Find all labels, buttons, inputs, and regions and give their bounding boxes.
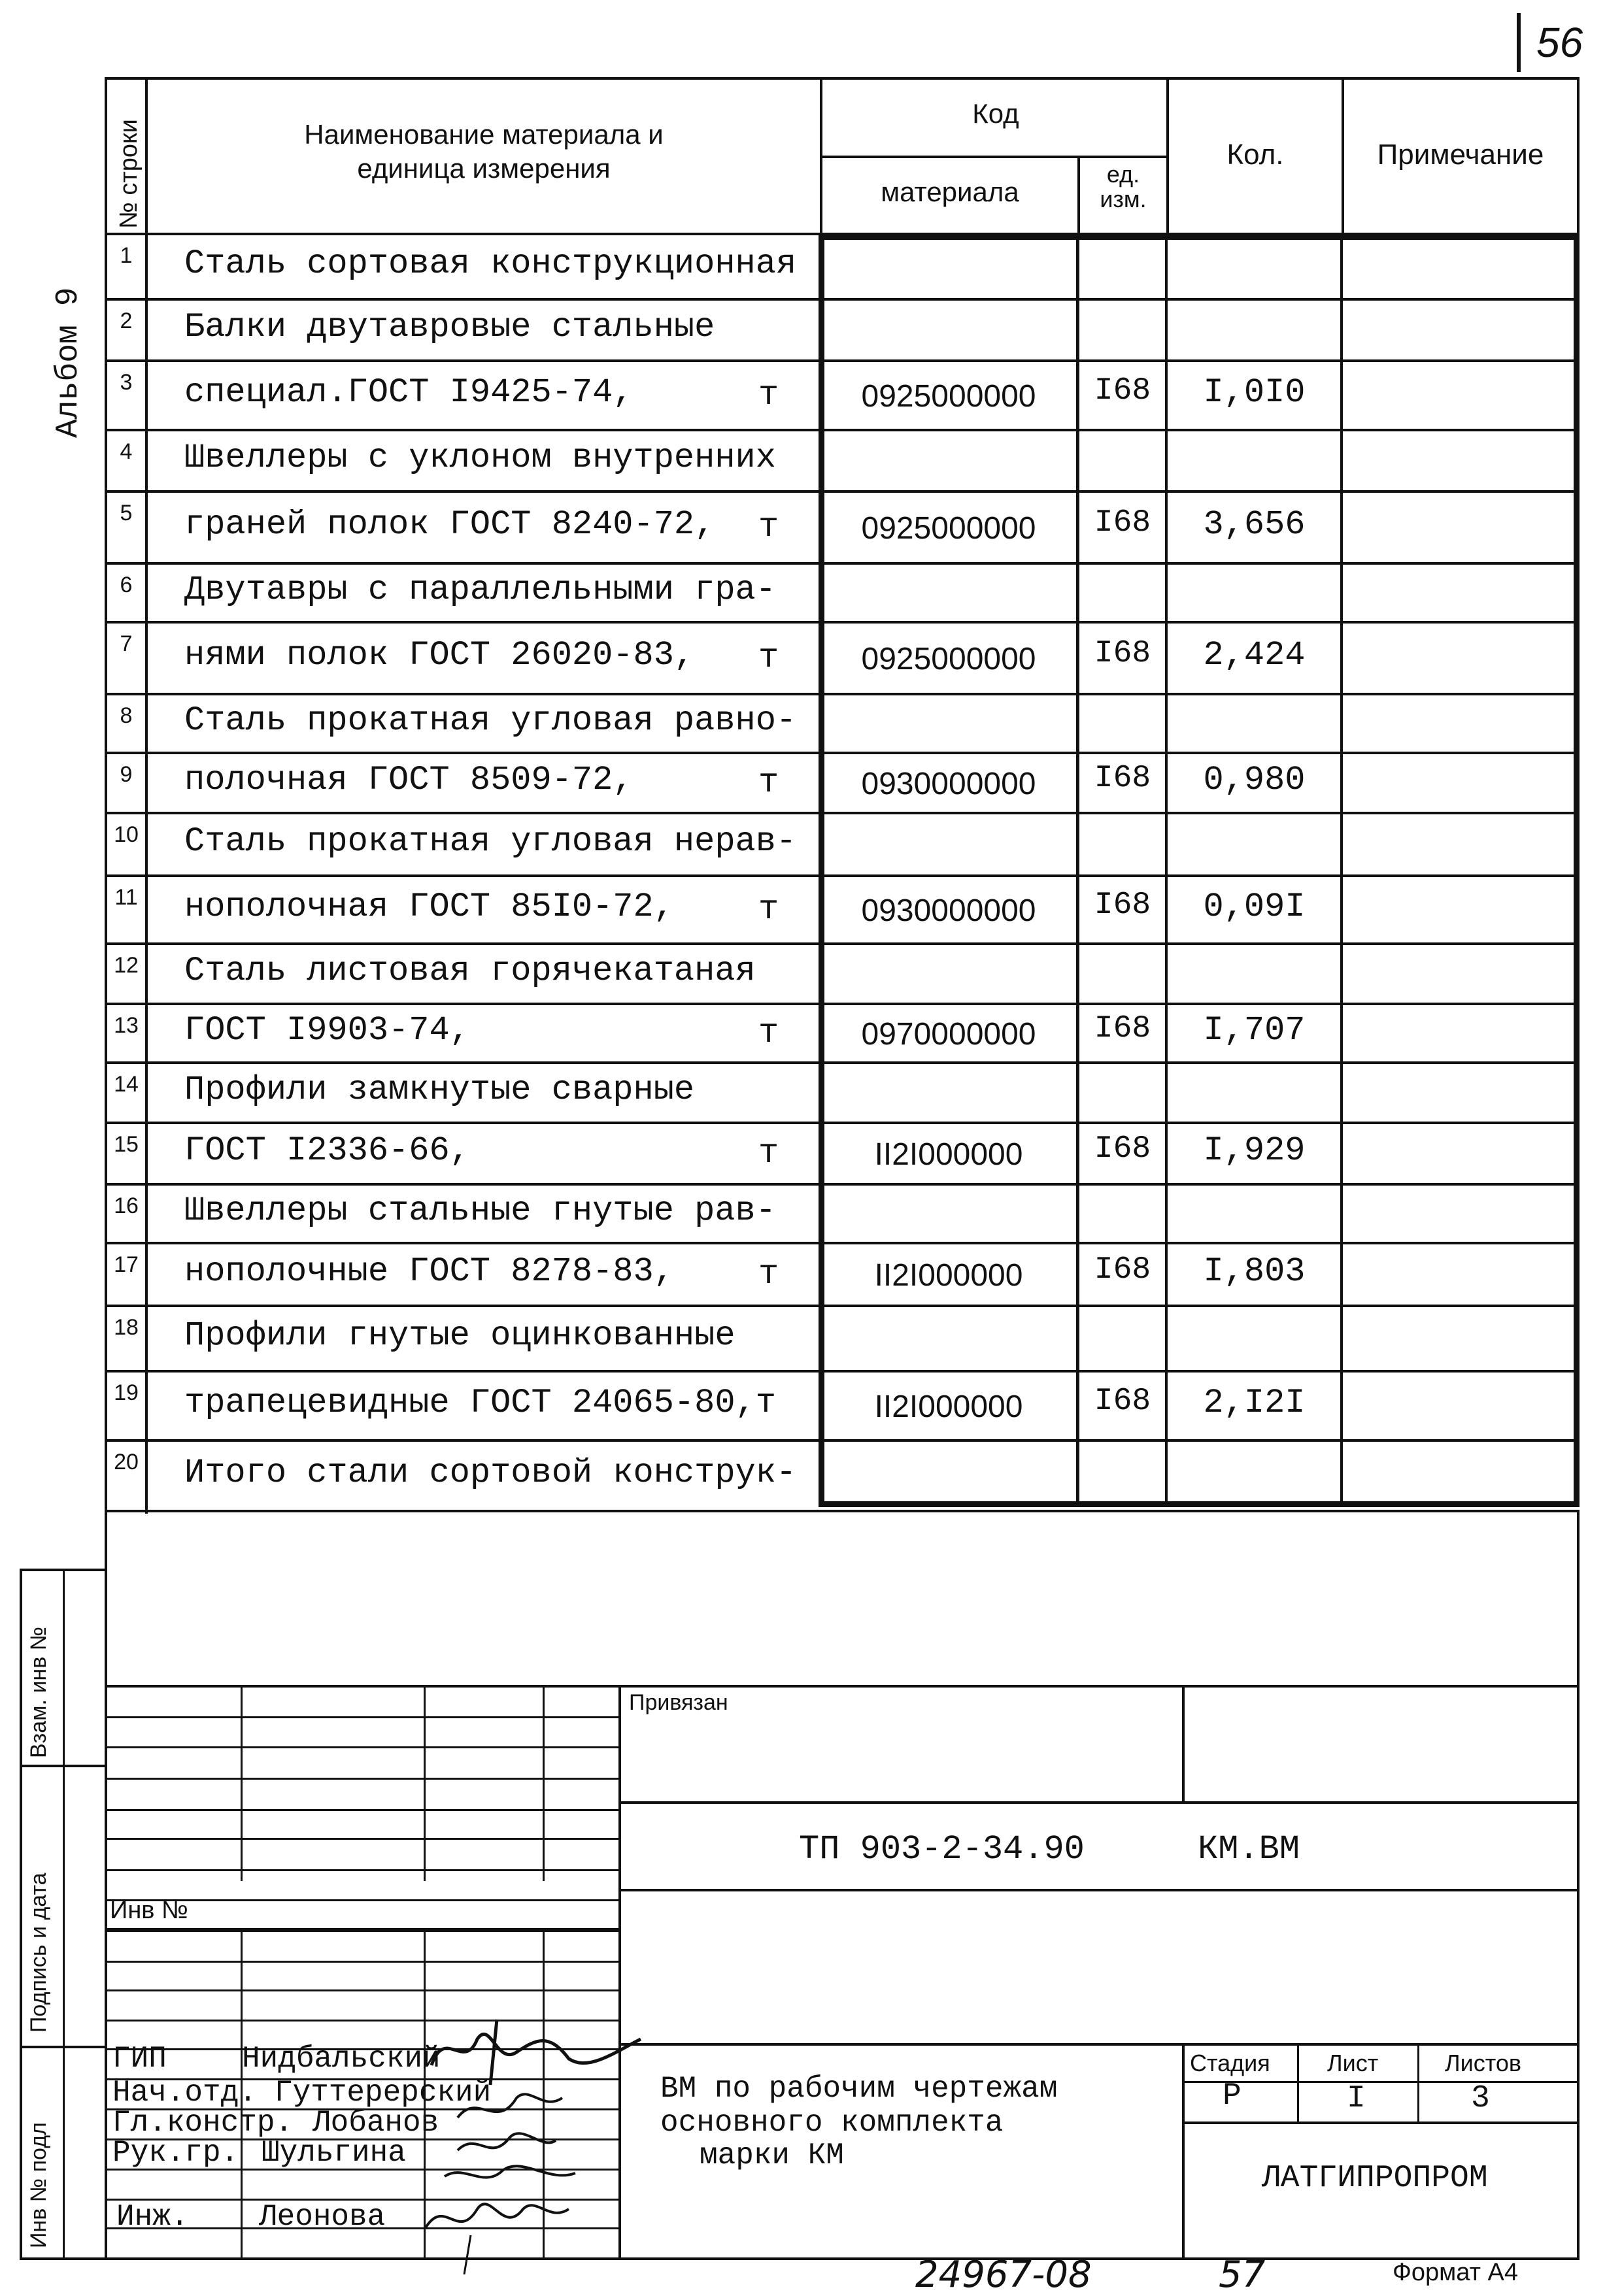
title-line2: основного комплекта — [660, 2106, 1004, 2140]
row-material-code: II2I000000 — [874, 1258, 1023, 1293]
row-unit: т — [758, 763, 779, 802]
row-number: 17 — [114, 1252, 139, 1277]
signer-name-0: Нидбальский — [242, 2042, 441, 2076]
handwritten-signatures — [418, 2013, 667, 2274]
row-divider — [105, 693, 1580, 695]
row-unit: т — [758, 1255, 779, 1293]
row-material-code: 0925000000 — [861, 511, 1036, 546]
row-number: 8 — [120, 703, 133, 728]
signature-date-label: Подпись и дата — [26, 1872, 51, 2033]
row-divider — [105, 1003, 1580, 1005]
page-number: 56 — [1536, 19, 1583, 66]
row-number-header: № строки — [115, 119, 143, 229]
signer-role-2: Гл.констр. — [112, 2106, 294, 2140]
row-material-code: 0970000000 — [861, 1017, 1036, 1052]
row-number: 10 — [114, 822, 139, 847]
row-description: полочная ГОСТ 8509-72, — [184, 761, 634, 799]
row-description: Сталь прокатная угловая равно- — [184, 701, 797, 740]
sheet-value: I — [1347, 2081, 1366, 2116]
row-number: 20 — [114, 1450, 139, 1474]
row-divider — [105, 1122, 1580, 1124]
unit-header-line2: изм. — [1100, 186, 1147, 212]
row-number: 6 — [120, 573, 133, 597]
row-divider — [105, 490, 1580, 493]
row-number: 3 — [120, 370, 133, 395]
unit-header-line1: ед. — [1106, 161, 1140, 188]
row-material-code: II2I000000 — [874, 1389, 1023, 1424]
row-quantity: I,929 — [1203, 1131, 1306, 1170]
row-description: Сталь листовая горячекатаная — [184, 952, 756, 990]
row-divider — [105, 1242, 1580, 1244]
row-quantity: I,0I0 — [1203, 373, 1306, 412]
row-description: Итого стали сортовой конструк- — [184, 1454, 797, 1492]
row-divider — [105, 1439, 1580, 1442]
row-description: Балки двутавровые стальные — [184, 308, 715, 346]
row-unit: т — [758, 1134, 779, 1173]
sheets-label: Листов — [1445, 2050, 1521, 2076]
row-divider — [105, 429, 1580, 431]
page-number-handwritten: 57 — [1219, 2254, 1266, 2296]
row-unit: т — [758, 376, 779, 414]
album-label: Альбом 9 — [51, 287, 86, 438]
row-unit: т — [758, 639, 779, 677]
signer-name-2: Лобанов — [313, 2106, 439, 2140]
row-number: 11 — [114, 885, 138, 910]
row-number: 19 — [114, 1380, 139, 1405]
row-description: Сталь прокатная угловая нерав- — [184, 822, 797, 861]
row-description: Двутавры с параллельными гра- — [184, 571, 776, 609]
row-divider — [105, 942, 1580, 945]
stage-label: Стадия — [1190, 2050, 1270, 2076]
row-unit-code: I68 — [1094, 373, 1151, 408]
row-description: Швеллеры с уклоном внутренних — [184, 439, 776, 477]
row-material-code: II2I000000 — [874, 1137, 1023, 1172]
row-description: ГОСТ I9903-74, — [184, 1011, 470, 1050]
row-description: нями полок ГОСТ 26020-83, — [184, 636, 695, 674]
row-material-code: 0925000000 — [861, 379, 1036, 414]
title-line1: ВМ по рабочим чертежам — [660, 2072, 1058, 2106]
row-description: нополочная ГОСТ 85I0-72, — [184, 888, 674, 926]
row-number: 5 — [120, 501, 133, 525]
row-divider — [105, 1183, 1580, 1186]
title-line3: марки КМ — [700, 2138, 844, 2172]
inv-no-label: Инв № — [110, 1897, 188, 1924]
row-quantity: 3,656 — [1203, 505, 1306, 544]
row-unit-code: I68 — [1094, 1131, 1151, 1167]
row-number: 12 — [114, 953, 139, 978]
row-description: Профили замкнутые сварные — [184, 1071, 695, 1109]
row-description: граней полок ГОСТ 8240-72, — [184, 505, 715, 544]
name-header-line2: единица измерения — [357, 153, 611, 184]
signer-name-4: Леонова — [259, 2200, 386, 2234]
row-description: Сталь сортовая конструкционная — [184, 244, 797, 283]
row-number: 1 — [120, 243, 133, 268]
row-unit-code: I68 — [1094, 888, 1151, 923]
row-description: нополочные ГОСТ 8278-83, — [184, 1252, 674, 1291]
row-divider — [105, 1061, 1580, 1064]
row-divider — [105, 562, 1580, 565]
sheet-label: Лист — [1327, 2050, 1379, 2076]
row-quantity: 2,424 — [1203, 636, 1306, 674]
row-number: 15 — [114, 1132, 139, 1157]
name-header-line1: Наименование материала и — [304, 119, 664, 150]
privyazan-label: Привязан — [629, 1690, 728, 1715]
row-description: ГОСТ I2336-66, — [184, 1131, 470, 1170]
signer-name-1: Гуттерерский — [275, 2076, 492, 2110]
row-description: Профили гнутые оцинкованные — [184, 1316, 735, 1355]
row-number: 2 — [120, 308, 133, 333]
row-unit: т — [758, 890, 779, 929]
row-unit-code: I68 — [1094, 1011, 1151, 1046]
signer-role-0: ГИП — [112, 2042, 167, 2076]
note-header: Примечание — [1377, 139, 1544, 171]
doc-code: ТП 903-2-34.90 — [799, 1830, 1085, 1869]
row-divider — [105, 752, 1580, 754]
sheets-value: 3 — [1471, 2081, 1490, 2116]
row-quantity: I,707 — [1203, 1011, 1306, 1050]
row-description: Швеллеры стальные гнутые рав- — [184, 1191, 776, 1230]
organization: ЛАТГИПРОПРОМ — [1262, 2161, 1488, 2196]
row-material-code: 0930000000 — [861, 893, 1036, 928]
row-divider — [105, 1510, 1580, 1512]
row-number: 9 — [120, 762, 133, 787]
row-quantity: 0,980 — [1203, 761, 1306, 799]
row-unit-code: I68 — [1094, 1384, 1151, 1419]
row-divider — [105, 298, 1580, 301]
row-divider — [105, 359, 1580, 362]
row-number: 16 — [114, 1193, 139, 1218]
signer-role-3: Рук.гр. — [112, 2136, 239, 2170]
format-label: Формат А4 — [1393, 2259, 1519, 2286]
row-quantity: I,803 — [1203, 1252, 1306, 1291]
code-qty-block — [819, 234, 1580, 1507]
row-unit-code: I68 — [1094, 636, 1151, 671]
row-material-code: 0925000000 — [861, 642, 1036, 676]
row-divider — [105, 874, 1580, 877]
vzam-inv-label: Взам. инв № — [26, 1626, 51, 1758]
stage-value: Р — [1223, 2078, 1242, 2114]
row-number: 14 — [114, 1072, 139, 1097]
row-unit: т — [758, 1014, 779, 1052]
signer-name-3: Шульгина — [262, 2136, 406, 2170]
row-quantity: 2,I2I — [1203, 1384, 1306, 1422]
row-unit-code: I68 — [1094, 505, 1151, 541]
inv-podl-label: Инв № подл — [26, 2122, 51, 2248]
row-unit-code: I68 — [1094, 761, 1151, 796]
inv-number-handwritten: 24967-08 — [915, 2254, 1092, 2296]
row-divider — [105, 1305, 1580, 1307]
row-material-code: 0930000000 — [861, 767, 1036, 801]
code-header: Код — [972, 98, 1019, 129]
signer-role-1: Нач.отд. — [112, 2076, 257, 2110]
row-description: специал.ГОСТ I9425-74, — [184, 373, 634, 412]
row-unit: т — [758, 508, 779, 546]
row-number: 7 — [120, 631, 133, 656]
row-divider — [105, 621, 1580, 624]
qty-header: Кол. — [1226, 139, 1284, 171]
row-number: 4 — [120, 439, 133, 464]
row-description: трапецевидные ГОСТ 24065-80,т — [184, 1384, 776, 1422]
row-divider — [105, 1370, 1580, 1373]
row-quantity: 0,09I — [1203, 888, 1306, 926]
doc-mark: КМ.ВМ — [1198, 1830, 1300, 1869]
material-code-header: материала — [881, 176, 1019, 207]
row-divider — [105, 812, 1580, 814]
row-number: 18 — [114, 1315, 139, 1340]
row-number: 13 — [114, 1013, 139, 1038]
row-unit-code: I68 — [1094, 1252, 1151, 1288]
signer-role-4: Инж. — [116, 2200, 189, 2234]
